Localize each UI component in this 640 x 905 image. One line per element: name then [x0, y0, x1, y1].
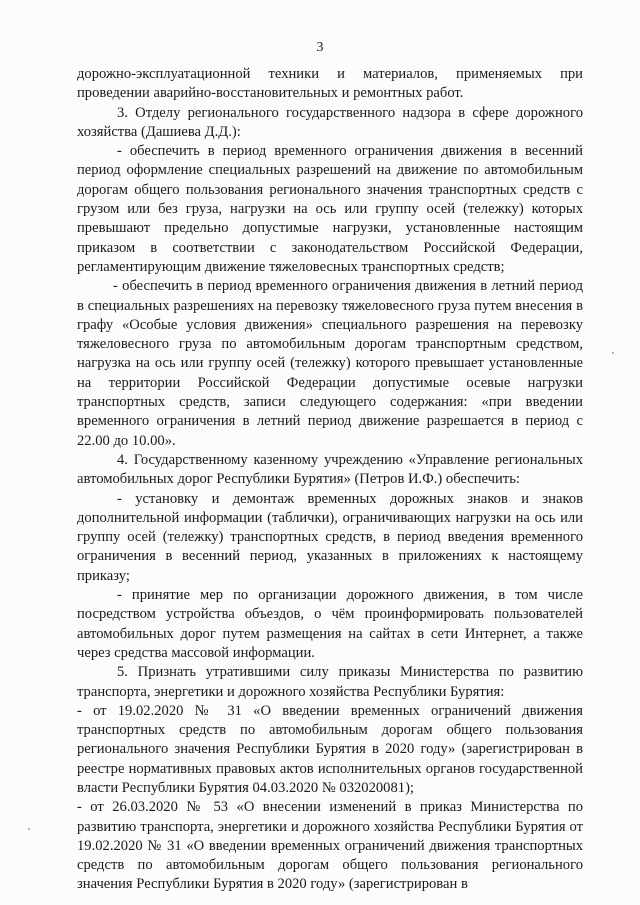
paragraph-bullet-traffic-measures: - принятие мер по организации дорожного движения, в том числе посредством устройства объездов, о чём проинформировать пользователей автомобильных дорог путем размещения на сайтах в сети Интернет, а также через средства массовой информации.: [77, 587, 583, 661]
paragraph-bullet-order-31: - от 19.02.2020 № 31 «О введении временных ограничений движения транспортных средств по автомобильным дорогам общего пользования регионального значения Республики Бурятия в 2020 году» (зарегистрирован в реестре нормативных правовых актов исполнительных органов государственной власти Республики Бурятия 04.03.2020 № 032020081);: [77, 702, 583, 796]
paragraph-bullet-road-signs: - установку и демонтаж временных дорожных знаков и знаков дополнительной информации (таблички), ограничивающих нагрузки на ось или группу осей (тележку) транспортных средств, в период введения временного ограничения в весенний период, указанных в приложениях к настоящему приказу;: [77, 490, 583, 584]
page-number: 3: [316, 40, 324, 55]
document-body: [77, 65, 583, 895]
scan-speck: [612, 352, 614, 354]
paragraph-bullet-spring-permits: - обеспечить в период временного ограничения движения в весенний период оформление специальных разрешений на движение по автомобильным дорогам общего пользования регионального значения транспортных средств с грузом или без груза, нагрузки на ось или группу осей (тележку) которых превышают предельно допустимые нагрузки, установленные настоящим приказом в соответствии с законодательством Российской Федерации, регламентирующим движение тяжеловесных транспортных средств;: [77, 143, 583, 275]
paragraph-bullet-summer-permits: - обеспечить в период временного ограничения движения в летний период в специальных разрешениях на перевозку тяжеловесного груза путем внесения в графу «Особые условия движения» специального разрешения на перевозку тяжеловесного груза по автомобильным дорогам транспортным средством, нагрузка на ось или группу осей (тележку) которого превышает установленные на территории Российской Федерации допустимые осевые нагрузки транспортных средств, записи следующего содержания: «при введении временного ограничения в летний период движение разрешается в период с 22.00 до 10.00».: [77, 278, 583, 449]
paragraph-item-5: 5. Признать утратившими силу приказы Министерства по развитию транспорта, энергетики и дорожного хозяйства Республики Бурятия:: [77, 664, 583, 700]
paragraph-item-4: 4. Государственному казенному учреждению «Управление региональных автомобильных дорог Республики Бурятия» (Петров И.Ф.) обеспечить:: [77, 451, 583, 488]
paragraph-item-3: 3. Отделу регионального государственного надзора в сфере дорожного хозяйства (Дашиева Д.Д.):: [77, 104, 583, 140]
paragraph-continuation: дорожно-эксплуатационной техники и материалов, применяемых при проведении аварийно-восстановительных и ремонтных работ.: [77, 66, 583, 102]
paragraph-bullet-order-53: - от 26.03.2020 № 53 «О внесении изменений в приказ Министерства по развитию транспорта, энергетики и дорожного хозяйства Республики Бурятия от 19.02.2020 № 31 «О введении временных ограничений движения транспортных средств по автомобильным дорогам общего пользования регионального значения Республики Бурятия в 2020 году» (зарегистрирован в: [77, 799, 583, 893]
scan-speck: [28, 828, 30, 830]
